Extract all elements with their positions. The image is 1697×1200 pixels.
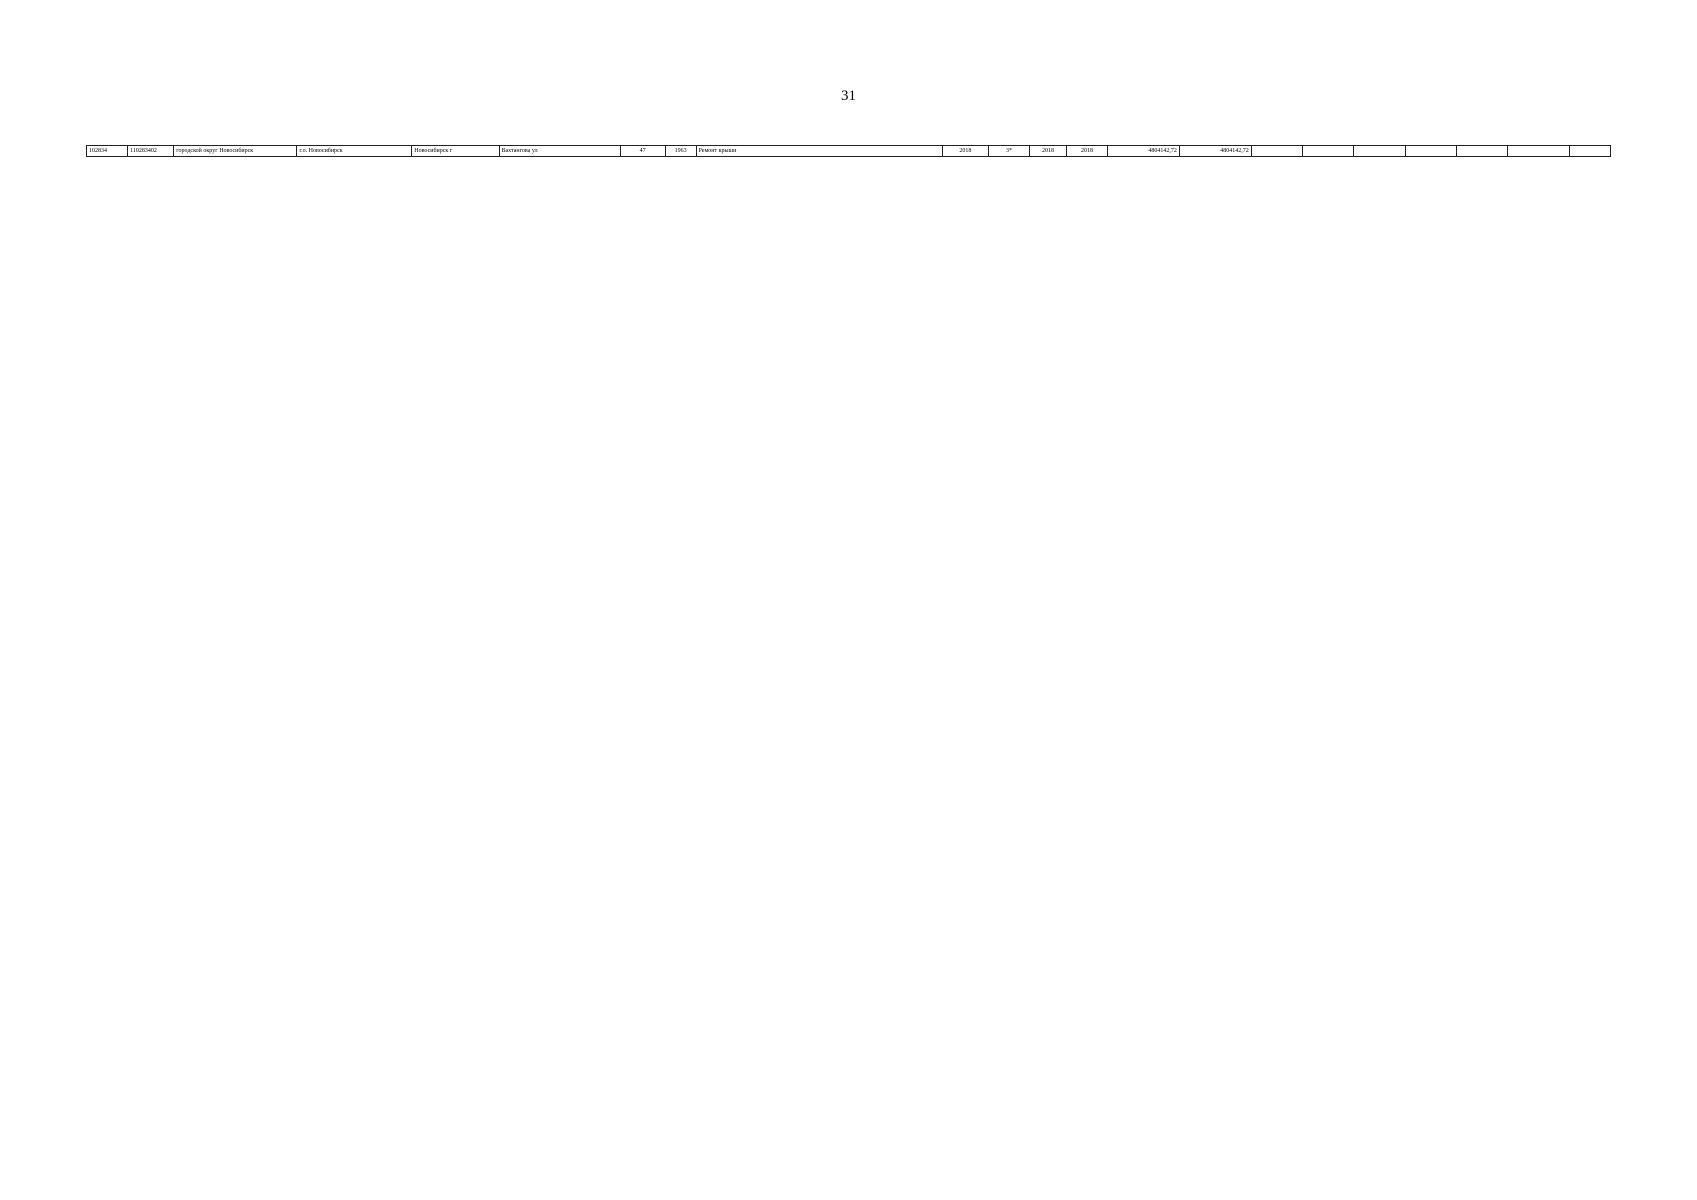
cell-street: Вахтангова ул bbox=[499, 146, 620, 157]
cell-house: 47 bbox=[620, 146, 665, 157]
cell-cost-fund: 4804142,72 bbox=[1179, 146, 1251, 157]
cell-code: 110283402 bbox=[128, 146, 174, 157]
cell-year-from: 2018 bbox=[1030, 146, 1067, 157]
cell-city: Новосибирск г bbox=[412, 146, 499, 157]
cell-year-built: 1963 bbox=[665, 146, 696, 157]
cell-mark: 3* bbox=[989, 146, 1030, 157]
cell-cost-total: 4804142,72 bbox=[1108, 146, 1180, 157]
page-number: 31 bbox=[841, 88, 856, 104]
cell-year: 2018 bbox=[942, 146, 988, 157]
cell-municipality: г.о. Новосибирск bbox=[297, 146, 412, 157]
cell-id: 102834 bbox=[87, 146, 128, 157]
cell-work-type: Ремонт крыши bbox=[696, 146, 942, 157]
table-row bbox=[87, 146, 1611, 157]
cell-district: городской округ Новосибирск bbox=[174, 146, 297, 157]
cell-year-to: 2018 bbox=[1066, 146, 1107, 157]
register-table bbox=[86, 145, 1611, 157]
